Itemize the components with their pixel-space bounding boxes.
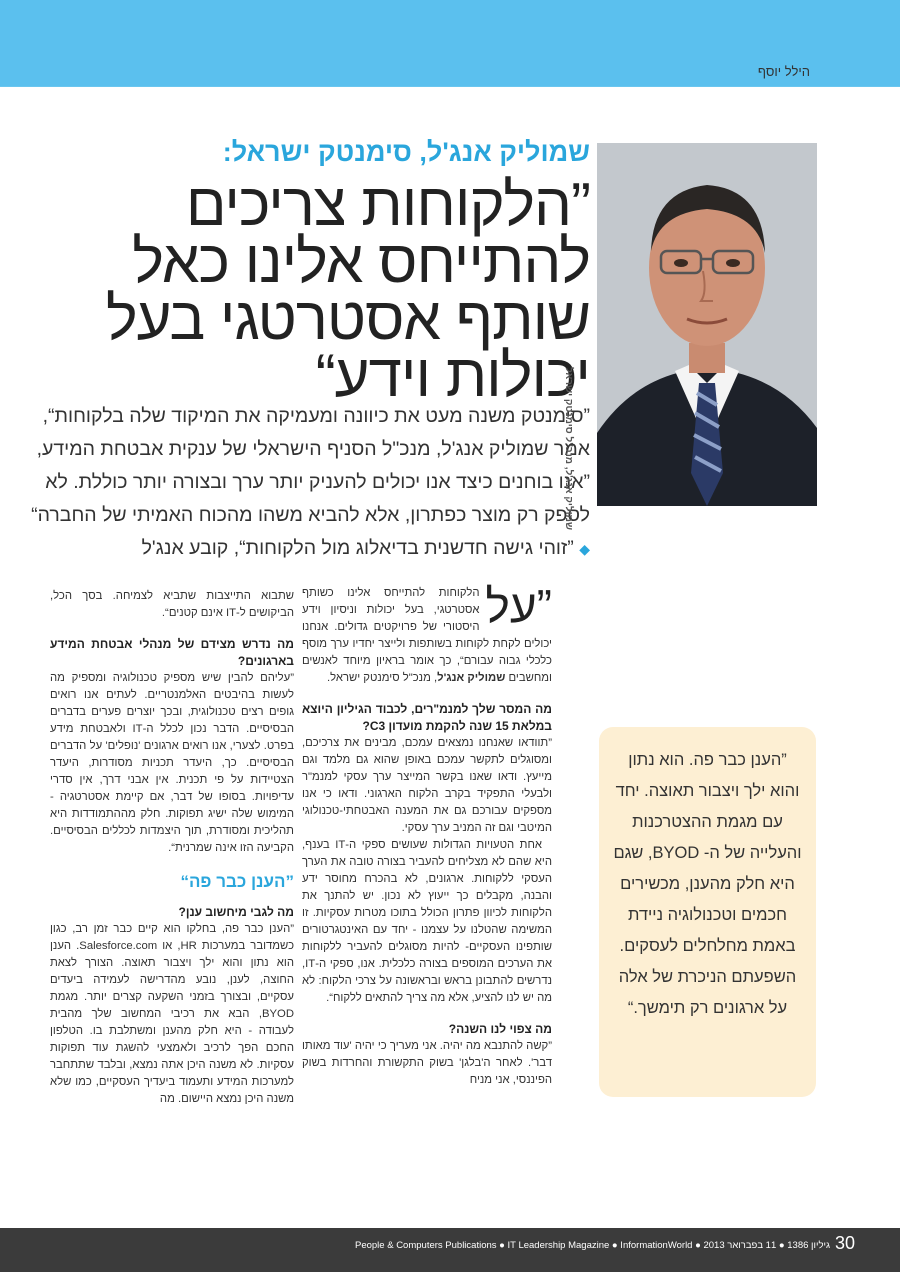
- column-middle: [302, 580, 552, 1089]
- drop-cap: ”על: [485, 580, 552, 632]
- article-kicker: שמוליק אנג'ל, סימנטק ישראל:: [222, 137, 590, 167]
- author-name: הילל יוסף: [757, 64, 810, 79]
- question-heading: מה נדרש מצידם של מנהלי אבטחת המידע בארגונים?: [50, 637, 294, 668]
- opening-paragraph: [302, 580, 552, 687]
- article-lead: [30, 400, 590, 566]
- paragraph: אחת הטעויות הגדולות שעושים ספקי ה-IT בענף, היא שהם לא מצליחים להעביר בצורה טובה את הערך העסקי ללקוחות. ארגונים, לא בהכרח מחוסר ידע והבנה, מקבלים כך ייעוץ לא נכון. יש להתנך את הלקוחות לכיוון פתרון הכולל בתוכו מטרות עסקיות. זו המשימה שהטלנו על עצמנו - יחד עם האינטגרטורים שותפינו העסקיים- להיות מסוגלים להעביר ללקוחות את הערכים המוספים בצורה כלכלית. אנו, ספקי ה-IT, נדרשים להתבונן בראש ובראשונה על צרכי הלקוח: לא מה יש לנו להציע, אלא מה צריך להתאים ללקוח“.: [302, 839, 552, 1004]
- lead-text-end: ”זוהי גישה חדשנית בדיאלוג מול הלקוחות“, קובע אנג'ל: [141, 537, 574, 559]
- section-heading: ”הענן כבר פה“: [180, 872, 294, 891]
- portrait-photo: [597, 143, 817, 506]
- paragraph: ”קשה להתנבא מה יהיה. אני מעריך כי יהיה 'עוד מאותו דבר'. לאחר ה'בלגן' בשוק התקשורת והחרדות בשוק הפיננסי, אני מניח: [302, 1040, 552, 1086]
- article-headline: ”הלקוחות צריכים להתייחס אלינו כאל שותף אסטרטגי בעל יכולות וידע“: [105, 171, 590, 409]
- interviewee-name: שמוליק אנג'ל: [437, 672, 506, 684]
- diamond-icon: ◆: [579, 541, 590, 557]
- question-heading: מה לגבי מיחשוב ענן?: [178, 905, 294, 919]
- paragraph: ”עליהם להבין שיש מספיק טכנולוגיה ומספיק מה לעשות בהיבטים האלמנטריים. לעתים אנו רואים גופים רצים טכנולוגית, ובכך יוצרים פערים בדברים הבסיסיים. הדבר נכון לכלל ה-IT ולאבטחת מידע בפרט. לצערי, אנו רואים ארגונים 'נופלים' על הדברים הבסיסיים. כך, היעדר תכניות מסודרות, היעדר הצטיידות על פי תכנית. אין אבני דרך, אין סדרי עדיפויות. בסופו של דבר, אם קיימת אסטרטגיה - המימוש שלה ישיג תפוקות. חלק מההתמודדות היא תהליכית ומסודרת, תוך היצמדות לכללים הבסיסיים. הקביעה הזו אינה שמרנית“.: [50, 672, 294, 854]
- page-number: 30: [835, 1233, 856, 1253]
- lead-text: ”סימנטק משנה מעט את כיוונה ומעמיקה את המיקוד שלה בלקוחות“, אמר שמוליק אנג'ל, מנכ"ל הסניף הישראלי של ענקית אבטחת המידע, ”אנו בוחנים כיצד אנו יכולים להעניק יותר ערך ובצורה יותר כוללת. לא לספק רק מוצר כפתרון, אלא להביא משהו מהכוח האמיתי של החברה“: [31, 405, 590, 526]
- paragraph: ”תוודאו שאנחנו נמצאים עמכם, מבינים את צרכיכם, ומסוגלים לתקשר עמכם באופן שהוא גם מלמד וגם מייעץ. ודאו שאנו בקשר המייצר ערך עסקי למנמ"ר ולבעלי התפקיד בקרב הלקוח הארגוני. ודאו כי אנו מספקים עבורכם גם את המענה האבטחתי-טכנולוגי המיטבי וגם זה המניב ערך עסקי.: [302, 737, 552, 834]
- paragraph: שתבוא התייצבות שתביא לצמיחה. בסך הכל, הביקושים ל-IT אינם קטנים“.: [50, 590, 294, 619]
- question-heading: מה צפוי לנו השנה?: [448, 1022, 552, 1036]
- paragraph: הלקוחות להתייחס אלינו כשותף אסטרטגי, בעל יכולות וניסיון וידע היסטורי של פרויקטים גדולים. אנחנו יכולים לקחת לקוחות בשותפות ולייצר יחדיו ערך מוסף כלכלי גבוה עבורם“, כך אומר בראיון מיוחד לאנשים ומחשבים: [302, 587, 552, 684]
- photo-caption: שמוליק אנג'ל, מנכ"ל סימנטק ישראל: [563, 366, 574, 530]
- paragraph: ”הענן כבר פה, בחלקו הוא קיים כבר זמן רב, כגון כשמדובר במערכות HR, או Salesforce.com. הענן הוא נתון והוא ילך ויצבור תאוצה. הצורך לצאת החוצה, לענן, נובע מהדרישה לעמידה ביעדים עסקיים, ובצורך בזמני השקעה קצרים יותר. מגמת BYOD, הבא את רכיבי המחשוב שלך מהבית לעבודה - היא חלק מהענן ומשתלבת בו. הטלפון החכם הפך לרכיב ולאמצעי להשגת עוד תפוקות עסקיות. לא משנה היכן אתה נמצא, ובלבד שתתחבר למערכות המידע ותעמוד ביעדיך העסקיים, כמו שלא משנה היכן נמצא היישום. מה: [50, 923, 294, 1105]
- paragraph-end: , מנכ"ל סימנטק ישראל.: [326, 672, 438, 684]
- column-left: [50, 588, 294, 1108]
- pull-quote: ”הענן כבר פה. הוא נתון והוא ילך ויצבור תאוצה. יחד עם מגמת ההצטרכנות והעלייה של ה- BYOD, שגם היא חלק מהענן, מכשירים חכמים וטכנולוגיה ניידת באמת מחלחלים לעסקים. השפעתם הניכרת של אלה על ארגונים רק תימשך.“: [599, 727, 816, 1097]
- question-heading: מה המסר שלך למנמ"רים, לכבוד הגיליון היוצא במלאת 15 שנה להקמת מועדון C3?: [302, 702, 552, 733]
- footer-publications: People & Computers Publications ● IT Leadership Magazine ● InformationWorld ● 2013 גיליון 1386 ● 11 בפברואר: [355, 1240, 830, 1251]
